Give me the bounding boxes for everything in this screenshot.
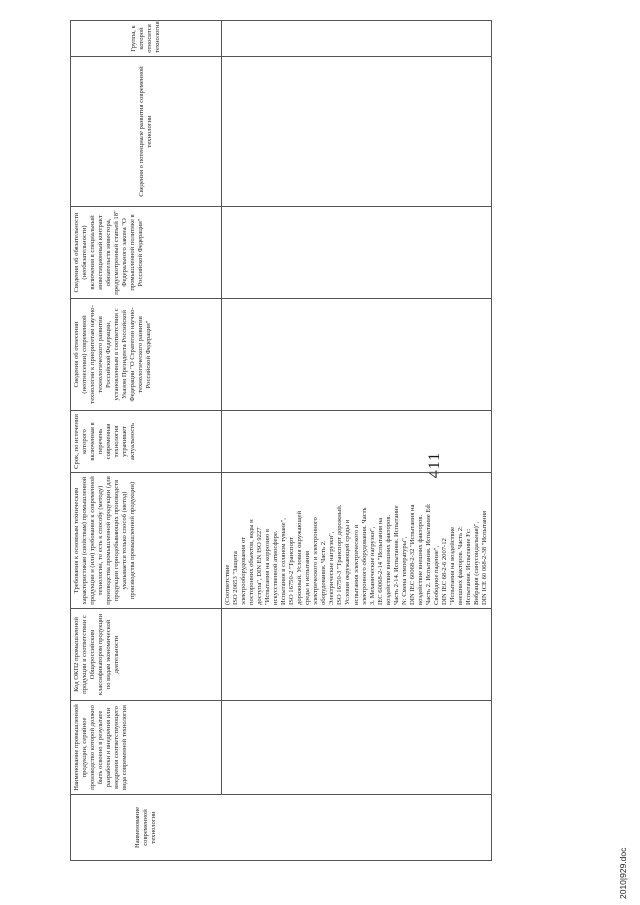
standard-line: внешних факторов. Часть 2: (456, 526, 464, 605)
header-okpd2-code: Код ОКП2 промышленной продукции в соответствии с Общероссийским классификатором продукции по видам экономической деятельности (71, 609, 222, 701)
cell-okpd2-code (222, 609, 492, 701)
cell-development-potential (222, 57, 492, 207)
standard-line: N: Смена температуры", (400, 536, 408, 605)
standards-list (224, 476, 489, 605)
standard-line: испытания электрического и (352, 524, 360, 605)
standard-line: (Соответствие (224, 564, 231, 605)
table-row (222, 21, 492, 861)
standard-line: Часть 2-14. Испытания. Испытание (392, 505, 400, 605)
standard-line: дорожный. Условия окружающей (296, 511, 304, 605)
cell-priority-relation (222, 299, 492, 411)
cell-relevance-term (222, 411, 492, 473)
page-number: 411 (426, 451, 443, 479)
header-technology-name: Наименование современной технологии (71, 795, 222, 861)
standard-line: оборудования. Часть 2. (320, 540, 328, 605)
file-tag: 2010|929.doc (618, 847, 628, 899)
standard-line: 3. Механические нагрузки", (368, 526, 376, 605)
standard-line: доступа", DIN EN ISO 9227 (256, 527, 264, 605)
header-requirements: Требования к основным техническим характеристикам (свойствам) промышленной продукции и (или) требования к современной технологии, то есть к способу (методу) производства промышленной продукции (для продукции горнодобывающих производств указывается только способ (метод) производства промышленной продукции) (71, 473, 222, 609)
table-header-row (71, 21, 222, 861)
standard-line: "Испытания на коррозию в (264, 529, 272, 605)
standard-line: DIN IEC 60068-2-32 "Испытания на (408, 504, 416, 605)
standard-line: ISO 16750-3 "Транспорт дорожный. (336, 504, 344, 605)
standard-line: ISO 20653 "Защита (232, 551, 240, 605)
header-development-potential: Сведения о потенциале развития современной технологии (71, 57, 222, 207)
standard-line: IEC 60068-2-14 "Испытания на (376, 517, 384, 605)
standard-line: DIN IEC 68-2-6 2007-12 (440, 538, 448, 605)
header-technology-group: Группа, к которой относится технология (71, 21, 222, 57)
cell-technology-name (222, 795, 492, 861)
cell-contract-obligation (222, 207, 492, 299)
header-product-name: Наименование промышленной продукции, серийное производство которой должно быть освоено в результате разработки и внедрения или внедрения соответствующего вида современной технологии (71, 701, 222, 795)
standard-line: Электрические нагрузки", (328, 531, 336, 605)
cell-standards-list (222, 473, 492, 609)
standard-line: Испытания. Испытание Fc: (464, 528, 472, 605)
standard-line: "Испытания на воздействие (448, 526, 456, 605)
cell-product-name (222, 701, 492, 795)
standard-line: Вибрация (синусоидальная)", (472, 521, 480, 605)
cell-technology-group (222, 21, 492, 57)
header-relevance-term: Срок, по истечении которого включенная в перечень современная технология утрачивает актуальность (71, 411, 222, 473)
standard-line: ISO 16750-2 "Транспорт (288, 537, 296, 605)
standard-line: электрооборудования от (240, 536, 248, 605)
header-contract-obligation: Сведения об обязательности (необязательности) включения в специальный инвестиционный контракт обязательств инвестора, предусмотренный статьей 18" Федерального закона "О промышленной политике в Российской Федерации" (71, 207, 222, 299)
standard-line: DIN ICE 60 068-2-38 "Испытания (481, 510, 488, 605)
header-priority-relation: Сведения об отнесении (неотнесении) современной технологии к приоритетам научно-технологического развития Российской Федерации, установленным в соответствии с Указом Президента Российской Федерации "О Стратегии научно-технологического развития Российской Федерации" (71, 299, 222, 411)
standard-line: электрического и электронного (312, 517, 320, 605)
technology-table (70, 20, 492, 861)
standard-line: Свободное падение", (432, 545, 440, 605)
standard-line: воздействие внешних факторов. (416, 514, 424, 605)
standard-line: Условия окружающей среды и (344, 519, 352, 605)
standard-line: воздействие внешних факторов. (384, 514, 392, 605)
standard-line: среды и испытания (304, 550, 312, 605)
standard-line: искусственной атмосфере. (272, 530, 280, 605)
standard-line: посторонних объектов, воды и (248, 519, 256, 605)
standard-line: Часть 2. Испытания. Испытание Ed: (424, 503, 432, 605)
standard-line: Испытания в соляном тумане", (280, 518, 288, 605)
standard-line: электронного оборудования. Часть (360, 507, 368, 605)
